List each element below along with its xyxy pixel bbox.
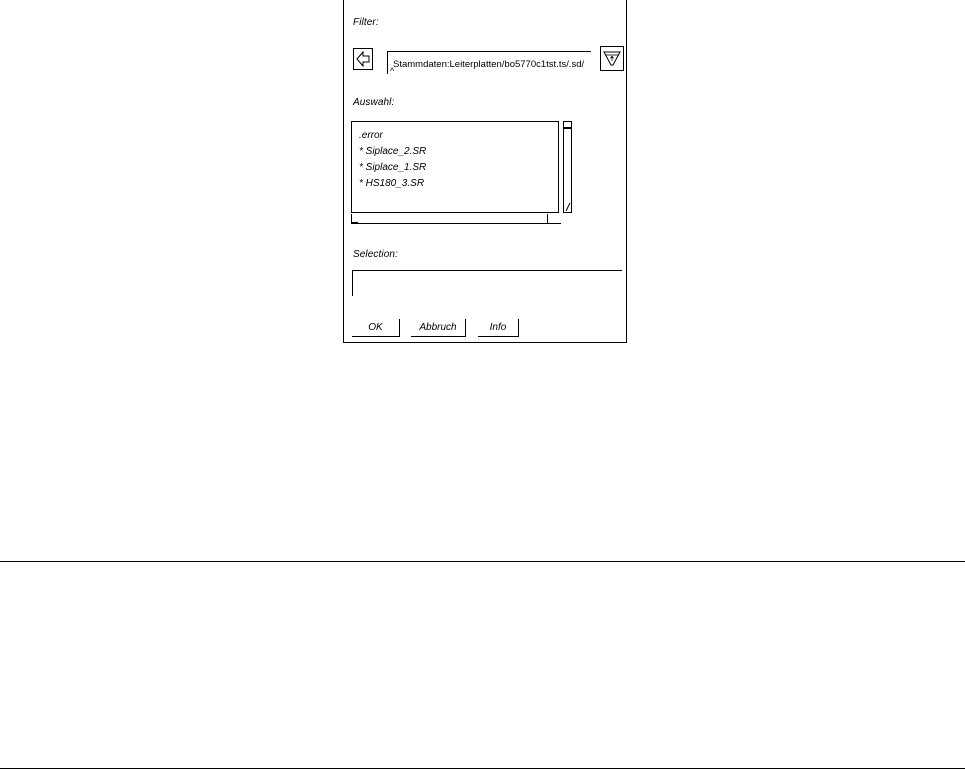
list-item[interactable]: * HS180_3.SR [359,178,425,189]
page-divider-top [0,561,965,562]
scroll-down-arrow[interactable] [565,203,571,211]
list-item[interactable]: * Siplace_1.SR [359,162,427,173]
scroll-left-arrow[interactable] [351,214,358,223]
selection-input[interactable] [352,270,622,296]
funnel-filter-icon [601,47,623,70]
apply-filter-button[interactable] [600,46,624,71]
info-button[interactable]: Info [478,319,519,337]
cancel-button[interactable]: Abbruch [411,319,466,337]
vertical-scrollbar[interactable] [563,121,572,213]
left-arrow-icon [354,49,372,69]
scroll-right-arrow[interactable] [547,214,553,223]
list-item[interactable]: * Siplace_2.SR [359,146,427,157]
filter-input[interactable]: Stammdaten:Leiterplatten/bo5770c1tst.ts/.sd/ [387,51,591,74]
file-list[interactable] [351,121,559,213]
scroll-up-arrow[interactable] [563,121,572,129]
filter-label: Filter: [353,17,379,28]
file-selection-dialog [343,0,627,343]
ok-button[interactable]: OK [352,319,400,337]
back-arrow-button[interactable] [353,48,373,70]
horizontal-scrollbar[interactable] [351,214,561,224]
text-caret-icon: ^ [390,66,395,76]
list-label: Auswahl: [353,97,395,108]
file-list-items [359,128,426,192]
selection-label: Selection: [353,249,398,260]
list-item[interactable]: .error [359,130,383,141]
